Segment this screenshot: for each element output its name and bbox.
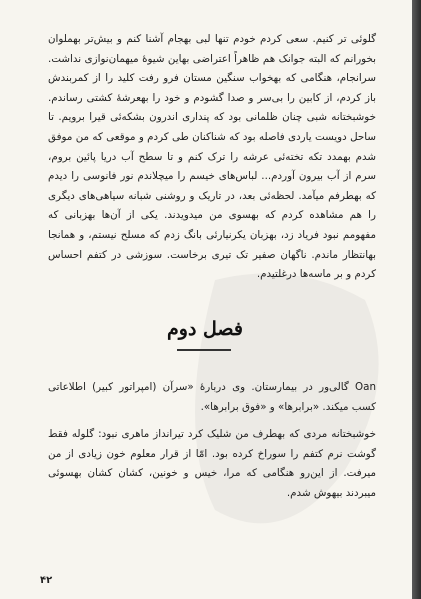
chapter-summary: Oan گالی‌ور در بیمارستان. وی دربارهٔ «سرآن (امپراتور کبیر) اطلاعاتی کسب میکند. «برابرها» و «فوق برابرها». — [48, 381, 376, 413]
scan-edge — [412, 0, 421, 599]
chapter-heading: فصل دوم — [167, 318, 243, 340]
body-paragraph: خوشبختانه مردی که بهطرف من شلیک کرد تیرانداز ماهری نبود: گلوله فقط گوشت نرم کتفم را سوراخ کرده بود. امّا از قرار معلوم خون زیادی از من میرفت. از این‌رو هنگامی که مرا، خیس و خونین، کشان کشان بهسوئی میبردند بیهوش شدم. — [48, 428, 376, 499]
body-paragraph: گلوئی تر کنیم. سعی کردم خودم تنها لبی بهجام آشنا کنم و بیش‌تر بهملوان بخورانم که البته جوانک هم ظاهراً اعتراضی بهاین شیوهٔ میهمان‌نوازی نداشت. سرانجام، هنگامی که بهخواب سنگین مستان فرو رفت کلید را از کمربندش باز کردم، از کابین‌ را بی‌سر و صدا گشودم و خود را بهعرشهٔ کشتی رساندم. خوشبختانه شبی چنان ظلمانی بود که پنداری اندرون بشکه‌ئی قیرا برویم. تا ساحل دویست یاردی فاصله بود که شناکنان طی کردم و موقعی که من موفق شدم بهمدد تکه‌ تخته‌ئی عرشه را ترک کنم و تا سطح آب دریا پائین بروم، سرم از آب بیرون آوردم... لباس‌های خیسم را میچلاندم نور فانوسی را دیدم که بهطرفم میآمد. لحظه‌ئی بعد، در تاریک و روشنی شبانه سیاهی‌های دیگری را هم مشاهده کردم که بهسوی من میدویدند. یکی از آن‌ها بهزبانی که مفهومم نبود فریاد زد، بهزبان یکرنیارئی بانگ زدم که مسلح نیستم، و همانجا بهانتظار ماندم. ناگهان صفیر تک تیری برخاست. سوزشی در کتفم احساس کردم و بر ماسه‌ها درغلتیدم. — [48, 33, 376, 281]
page-number: ۴۲ — [40, 575, 53, 586]
heading-underline — [177, 349, 231, 351]
